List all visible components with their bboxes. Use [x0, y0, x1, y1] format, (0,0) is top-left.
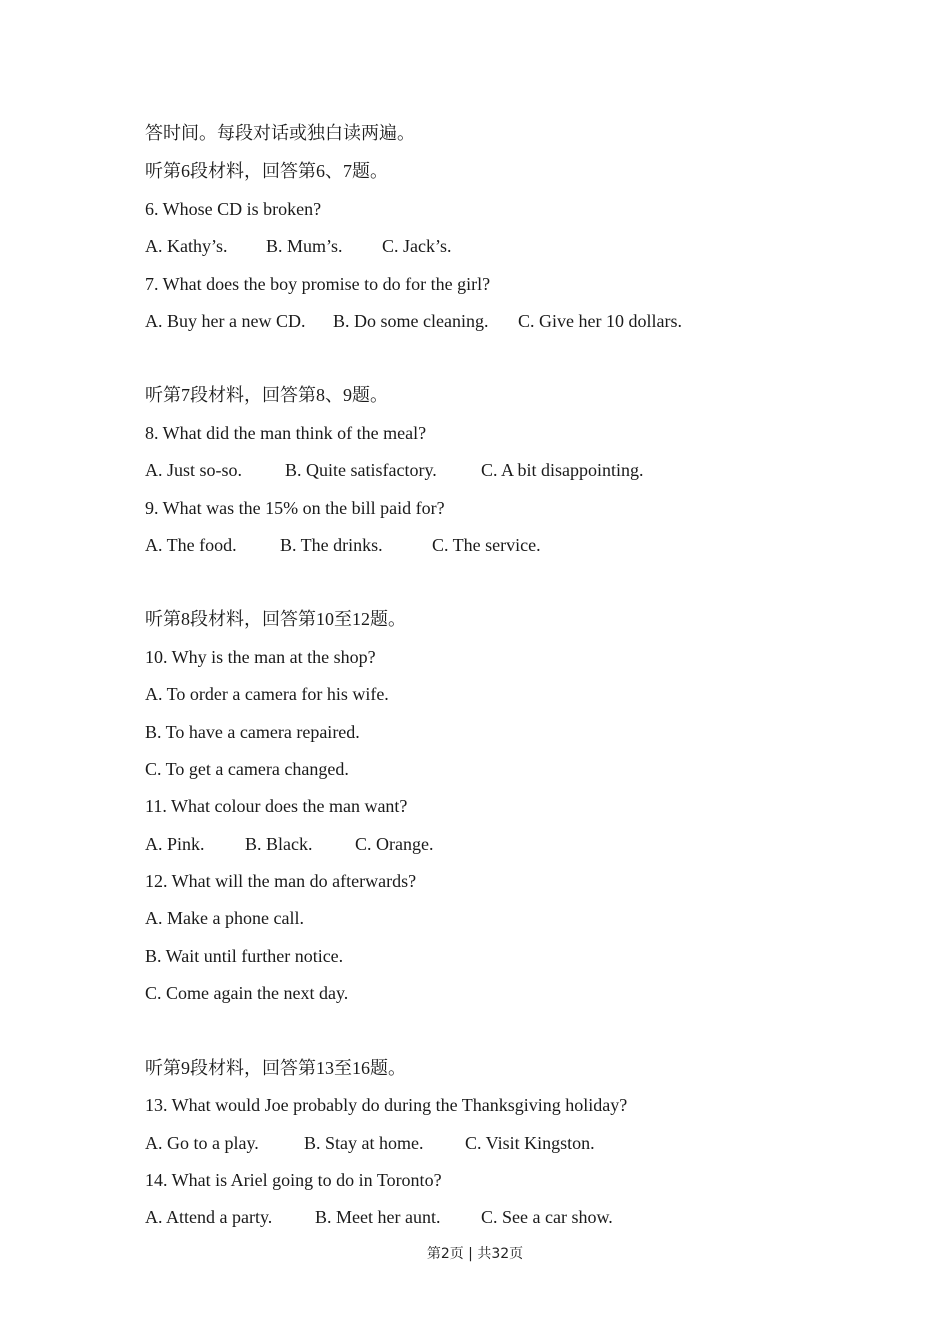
option: C. A bit disappointing. — [481, 460, 644, 480]
option: B. Stay at home. — [304, 1133, 424, 1153]
option: C. Give her 10 dollars. — [518, 311, 682, 331]
option: C. See a car show. — [481, 1207, 613, 1227]
option: B. Mum’s. — [266, 236, 343, 256]
option: B. To have a camera repaired. — [145, 722, 360, 742]
option: A. Attend a party. — [145, 1207, 273, 1227]
option: C. Visit Kingston. — [465, 1133, 595, 1153]
option: A. Pink. — [145, 834, 205, 854]
question-text: 12. What will the man do afterwards? — [145, 871, 417, 891]
option: C. Jack’s. — [382, 236, 452, 256]
option: C. The service. — [432, 535, 541, 555]
option: B. Quite satisfactory. — [285, 460, 437, 480]
option: B. Do some cleaning. — [333, 311, 489, 331]
option: C. Orange. — [355, 834, 434, 854]
question-text: 7. What does the boy promise to do for the girl? — [145, 274, 491, 294]
option: A. Go to a play. — [145, 1133, 259, 1153]
option: A. Buy her a new CD. — [145, 311, 306, 331]
section-heading: 听第6段材料，回答第6、7题。 — [145, 161, 388, 181]
option: A. The food. — [145, 535, 237, 555]
option: B. Black. — [245, 834, 313, 854]
option: A. To order a camera for his wife. — [145, 684, 389, 704]
section-heading: 听第9段材料，回答第13至16题。 — [145, 1058, 406, 1078]
question-text: 9. What was the 15% on the bill paid for? — [145, 498, 445, 518]
question-text: 11. What colour does the man want? — [145, 796, 408, 816]
question-text: 10. Why is the man at the shop? — [145, 647, 376, 667]
option: B. The drinks. — [280, 535, 383, 555]
option: B. Wait until further notice. — [145, 946, 344, 966]
question-text: 14. What is Ariel going to do in Toronto? — [145, 1170, 442, 1190]
option: B. Meet her aunt. — [315, 1207, 441, 1227]
option: A. Just so-so. — [145, 460, 243, 480]
question-text: 6. Whose CD is broken? — [145, 199, 322, 219]
question-text: 13. What would Joe probably do during the Thanksgiving holiday? — [145, 1095, 628, 1115]
page-footer: 第2页 | 共32页 — [426, 1246, 524, 1262]
question-text: 8. What did the man think of the meal? — [145, 423, 427, 443]
option: A. Make a phone call. — [145, 908, 304, 928]
option: C. To get a camera changed. — [145, 759, 349, 779]
intro-tail: 答时间。每段对话或独白读两遍。 — [145, 123, 415, 143]
section-heading: 听第7段材料，回答第8、9题。 — [145, 385, 388, 405]
option: C. Come again the next day. — [145, 983, 349, 1003]
section-heading: 听第8段材料，回答第10至12题。 — [145, 609, 406, 629]
option: A. Kathy’s. — [145, 236, 228, 256]
